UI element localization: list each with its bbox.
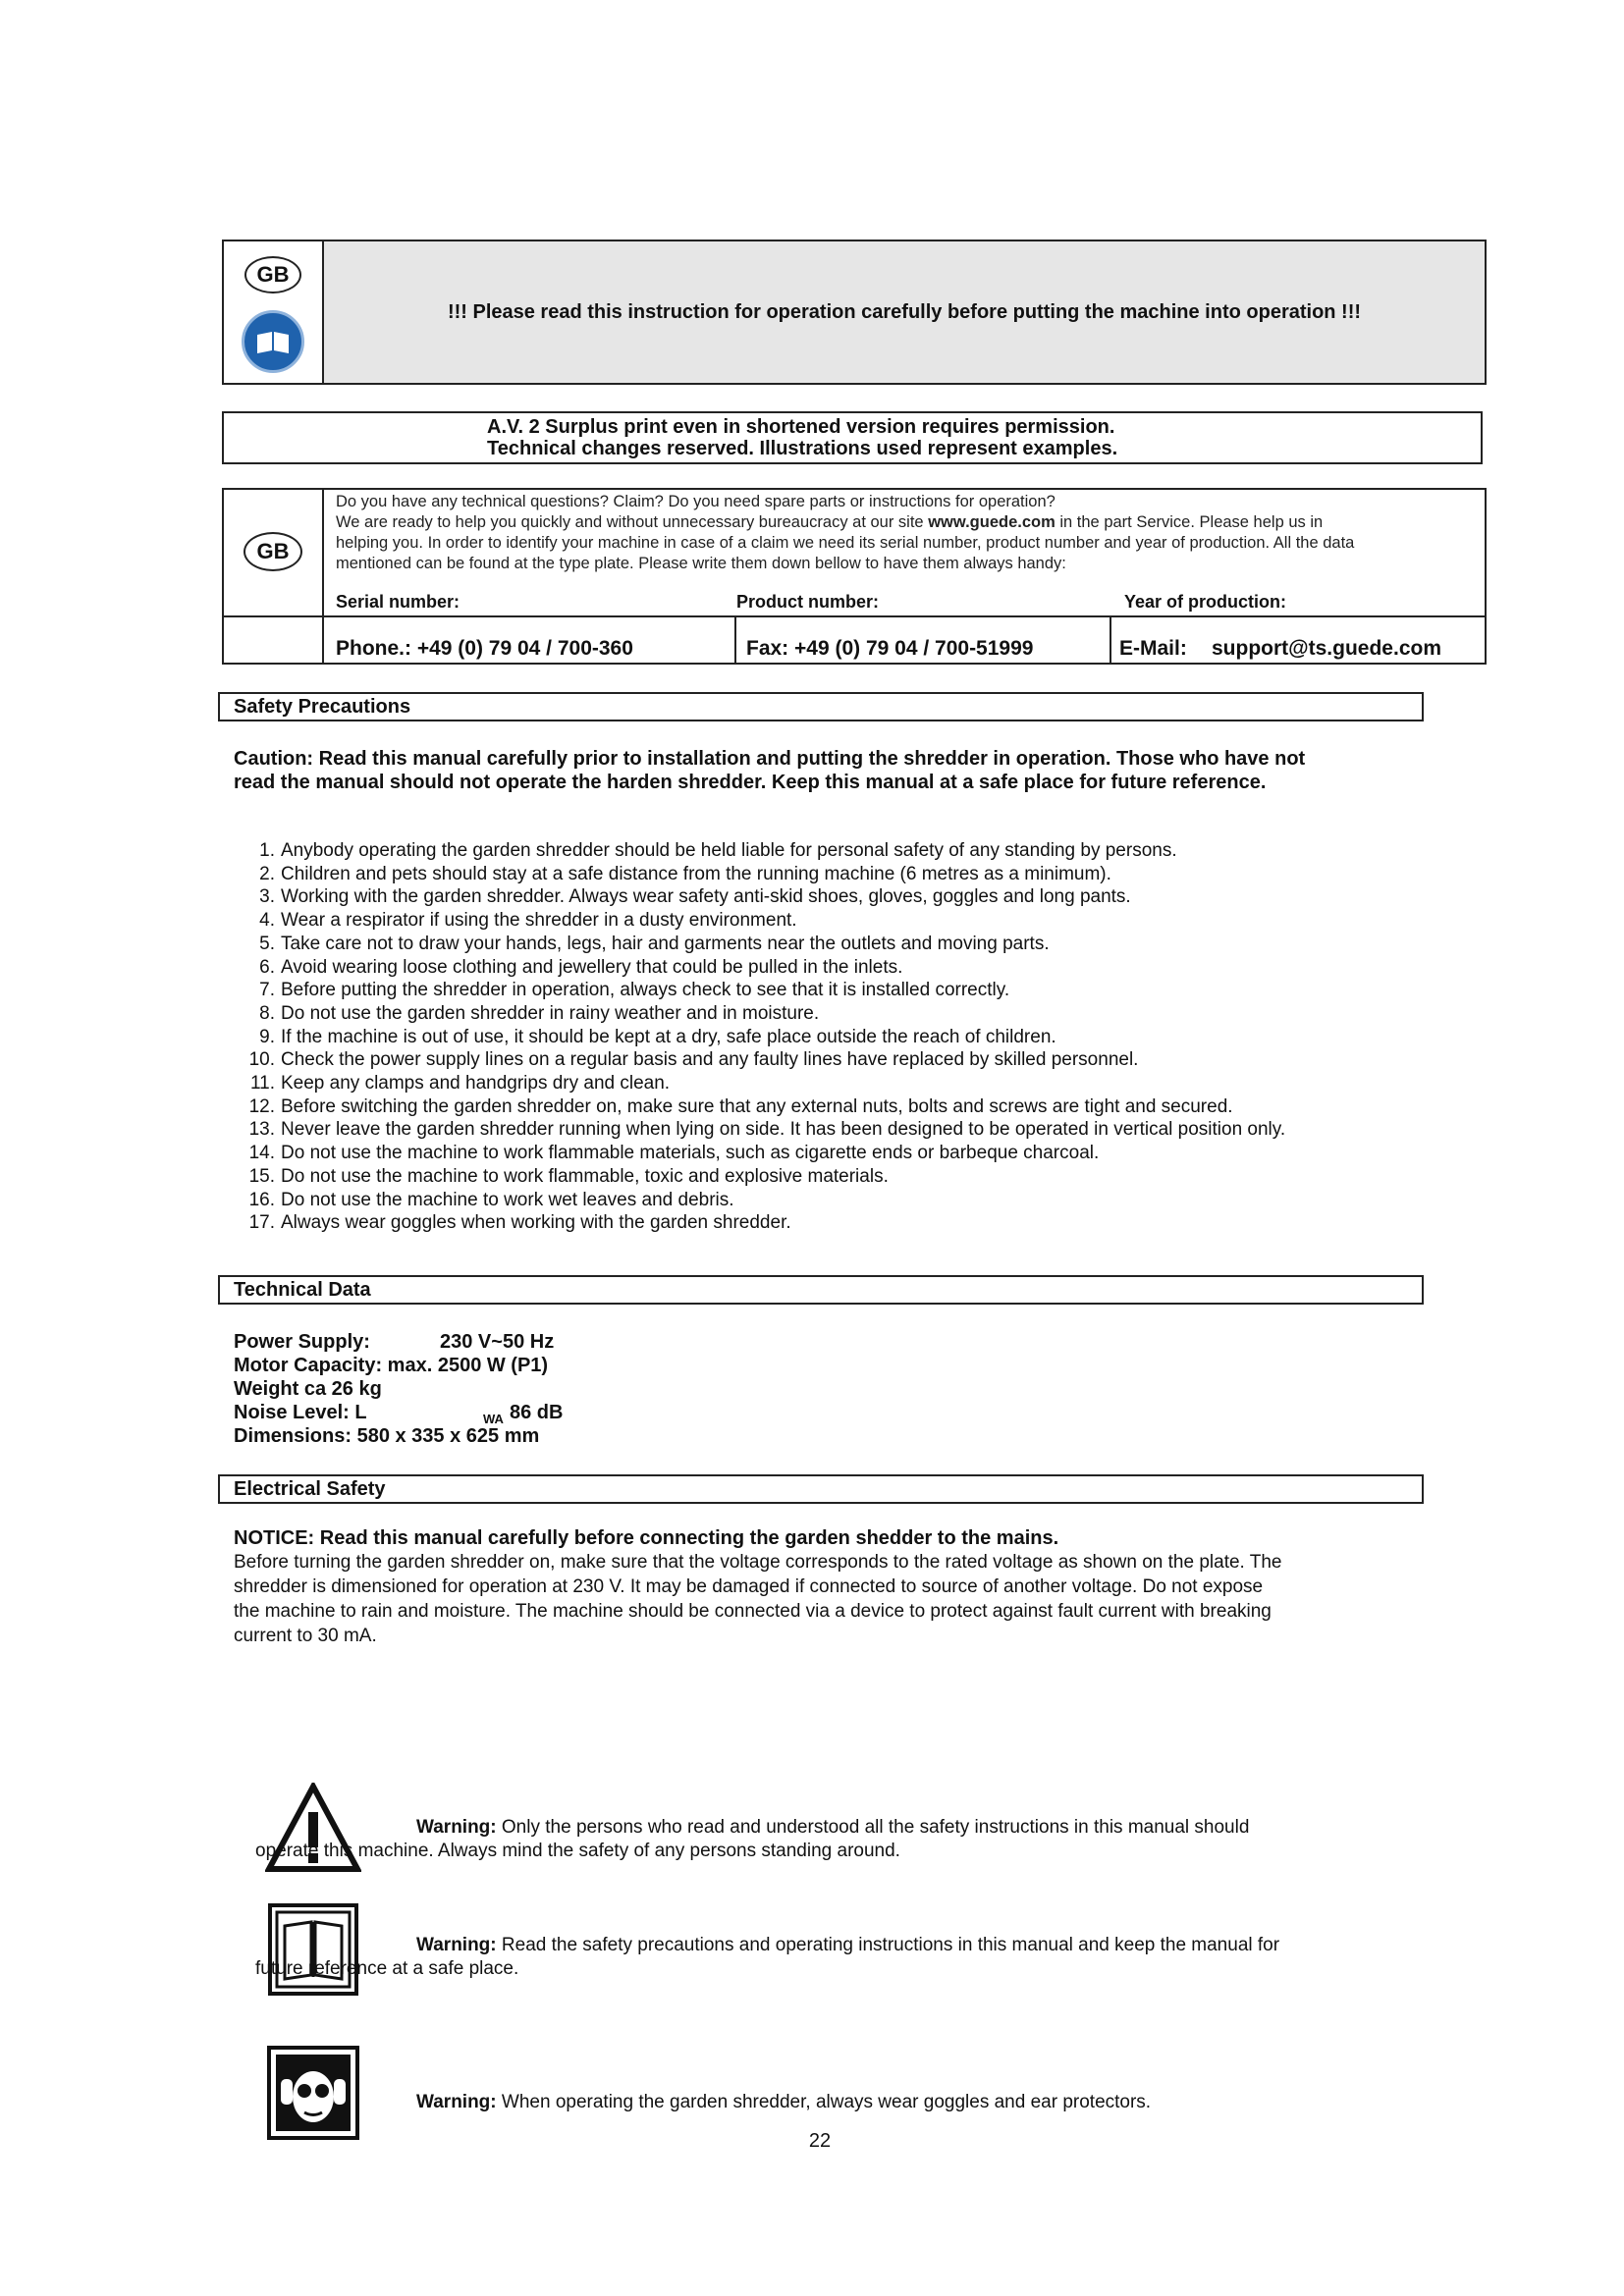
email-address[interactable]: support@ts.guede.com <box>1212 637 1441 660</box>
phone-number: Phone.: +49 (0) 79 04 / 700-360 <box>336 637 633 660</box>
read-manual-icon <box>242 310 304 373</box>
gb-flag-badge: GB <box>244 256 301 294</box>
caution-line-1: Caution: Read this manual carefully prior to installation and putting the shredder in operation. Those who have not <box>234 748 1306 770</box>
list-item <box>259 957 903 979</box>
header-icons <box>224 241 324 383</box>
list-item <box>259 934 1050 955</box>
serial-number-label: Serial number: <box>336 592 460 612</box>
list-item-text: Children and pets should stay at a safe distance from the running machine (6 metres as a minimum). <box>281 864 1111 884</box>
weight: Weight ca 26 kg <box>234 1378 382 1400</box>
list-item-number: 11. <box>249 1073 275 1094</box>
list-item-text: Always wear goggles when working with the garden shredder. <box>281 1212 791 1233</box>
list-item <box>259 1003 820 1025</box>
warning-text: Only the persons who read and understood all the safety instructions in this manual should <box>496 1817 1250 1838</box>
list-item <box>259 1027 1056 1048</box>
power-supply-label: Power Supply: <box>234 1331 370 1353</box>
list-item-number: 13. <box>248 1119 275 1140</box>
copyright-line-1: A.V. 2 Surplus print even in shortened version requires permission. <box>487 416 1115 438</box>
warning-2-line-2: future reference at a safe place. <box>255 1958 519 1979</box>
list-item-number: 1. <box>259 840 275 861</box>
list-item-number: 14. <box>248 1143 275 1163</box>
list-item-number: 16. <box>248 1190 275 1210</box>
list-item-number: 3. <box>259 886 275 907</box>
list-item <box>248 1143 1100 1164</box>
list-item-text: Avoid wearing loose clothing and jewellery that could be pulled in the inlets. <box>281 957 903 978</box>
list-item-text: Anybody operating the garden shredder should be held liable for personal safety of any standing by persons. <box>281 840 1177 861</box>
list-item-number: 2. <box>259 864 275 884</box>
list-item <box>259 864 1111 885</box>
read-manual-icon <box>267 1902 359 1997</box>
list-item <box>248 1166 889 1188</box>
contact-text-line-1: Do you have any technical questions? Claim? Do you need spare parts or instructions for operation? <box>336 493 1056 510</box>
list-item <box>259 886 1131 908</box>
header-notice-panel <box>324 241 1485 383</box>
header-notice: !!! Please read this instruction for operation carefully before putting the machine into operation !!! <box>447 300 1362 323</box>
list-item-text: Never leave the garden shredder running when lying on side. It has been designed to be operated in vertical position only. <box>281 1119 1286 1140</box>
list-item <box>249 1073 671 1095</box>
electrical-line-3: the machine to rain and moisture. The machine should be connected via a device to protect against fault current with breaking <box>234 1601 1272 1622</box>
list-item <box>248 1096 1233 1118</box>
list-item-number: 15. <box>248 1166 275 1187</box>
contact-text-line-2 <box>336 512 1475 533</box>
list-item-text: If the machine is out of use, it should be kept at a dry, safe place outside the reach of children. <box>281 1027 1056 1047</box>
warning-label: Warning: <box>416 1817 497 1838</box>
list-item-number: 9. <box>259 1027 275 1047</box>
electrical-line-1: Before turning the garden shredder on, make sure that the voltage corresponds to the rated voltage as shown on the plate. The <box>234 1552 1282 1573</box>
list-item-number: 7. <box>259 980 275 1000</box>
warning-3-line-1 <box>416 2091 1151 2114</box>
gb-flag-badge: GB <box>244 532 302 571</box>
copyright-line-2: Technical changes reserved. Illustrations used represent examples. <box>487 438 1118 459</box>
table-divider <box>1110 615 1111 663</box>
header-box <box>222 240 1487 385</box>
product-number-label: Product number: <box>736 592 880 612</box>
contact-text: We are ready to help you quickly and without unnecessary bureaucracy at our site <box>336 513 929 531</box>
list-item-text: Before switching the garden shredder on, make sure that any external nuts, bolts and screws are tight and secured. <box>281 1096 1233 1117</box>
power-supply-value: 230 V~50 Hz <box>440 1331 555 1353</box>
list-item-number: 8. <box>259 1003 275 1024</box>
list-item <box>248 1119 1286 1141</box>
list-item-text: Keep any clamps and handgrips dry and clean. <box>281 1073 671 1094</box>
list-item <box>259 910 797 932</box>
warning-label: Warning: <box>416 1935 497 1955</box>
list-item-text: Do not use the machine to work wet leaves and debris. <box>281 1190 734 1210</box>
list-item-text: Take care not to draw your hands, legs, hair and garments near the outlets and moving parts. <box>281 934 1050 954</box>
electrical-notice: NOTICE: Read this manual carefully before connecting the garden shedder to the mains. <box>234 1527 1059 1549</box>
list-item-number: 4. <box>259 910 275 931</box>
fax-number: Fax: +49 (0) 79 04 / 700-51999 <box>746 637 1034 660</box>
warning-1-line-1 <box>416 1816 1249 1840</box>
noise-level-label: Noise Level: L <box>234 1402 367 1423</box>
section-title-technical: Technical Data <box>218 1275 1424 1305</box>
goggles-ear-protection-icon <box>267 2046 359 2140</box>
list-item-number: 12. <box>248 1096 275 1117</box>
table-divider <box>734 615 736 663</box>
warning-2-line-1 <box>416 1934 1279 1957</box>
electrical-line-4: current to 30 mA. <box>234 1626 377 1646</box>
table-divider <box>224 615 1485 617</box>
contact-text-line-3: helping you. In order to identify your machine in case of a claim we need its serial number, product number and year of production. All the data <box>336 534 1355 552</box>
dimensions: Dimensions: 580 x 335 x 625 mm <box>234 1425 540 1447</box>
list-item <box>248 1049 1139 1071</box>
contact-table <box>222 488 1487 665</box>
warning-text: When operating the garden shredder, always wear goggles and ear protectors. <box>496 2092 1152 2112</box>
list-item-number: 17. <box>248 1212 275 1233</box>
caution-line-2: read the manual should not operate the harden shredder. Keep this manual at a safe place for future reference. <box>234 772 1267 793</box>
contact-text-line-4: mentioned can be found at the type plate. Please write them down bellow to have them always handy: <box>336 555 1066 572</box>
list-item <box>259 840 1177 862</box>
list-item-text: Do not use the machine to work flammable, toxic and explosive materials. <box>281 1166 889 1187</box>
warning-label: Warning: <box>416 2092 497 2112</box>
email-label: E-Mail: <box>1119 637 1187 660</box>
list-item-text: Wear a respirator if using the shredder in a dusty environment. <box>281 910 797 931</box>
page-number: 22 <box>808 2130 832 2152</box>
list-item-text: Check the power supply lines on a regular basis and any faulty lines have replaced by skilled personnel. <box>281 1049 1139 1070</box>
contact-text: in the part Service. Please help us in <box>1055 513 1324 531</box>
motor-capacity: Motor Capacity: max. 2500 W (P1) <box>234 1355 549 1376</box>
list-item-number: 5. <box>259 934 275 954</box>
warning-1-line-2: operate this machine. Always mind the safety of any persons standing around. <box>255 1841 900 1861</box>
list-item <box>248 1212 791 1234</box>
warning-text: Read the safety precautions and operating instructions in this manual and keep the manual for <box>496 1935 1280 1955</box>
noise-level-value: 86 dB <box>510 1402 564 1423</box>
table-divider <box>322 490 324 663</box>
noise-level-subscript: WA <box>483 1412 504 1426</box>
list-item-text: Working with the garden shredder. Always wear safety anti-skid shoes, gloves, goggles and long pants. <box>281 886 1131 907</box>
list-item-text: Do not use the garden shredder in rainy weather and in moisture. <box>281 1003 820 1024</box>
website-link[interactable]: www.guede.com <box>928 513 1056 531</box>
section-title-safety: Safety Precautions <box>218 692 1424 721</box>
list-item-number: 6. <box>259 957 275 978</box>
list-item <box>259 980 1010 1001</box>
section-title-electrical: Electrical Safety <box>218 1474 1424 1504</box>
year-of-production-label: Year of production: <box>1124 592 1287 612</box>
list-item-number: 10. <box>248 1049 275 1070</box>
list-item <box>248 1190 734 1211</box>
electrical-line-2: shredder is dimensioned for operation at 230 V. It may be damaged if connected to source of another voltage. Do not expose <box>234 1576 1264 1597</box>
list-item-text: Before putting the shredder in operation, always check to see that it is installed correctly. <box>281 980 1010 1000</box>
list-item-text: Do not use the machine to work flammable materials, such as cigarette ends or barbeque charcoal. <box>281 1143 1100 1163</box>
copyright-box <box>222 411 1483 464</box>
